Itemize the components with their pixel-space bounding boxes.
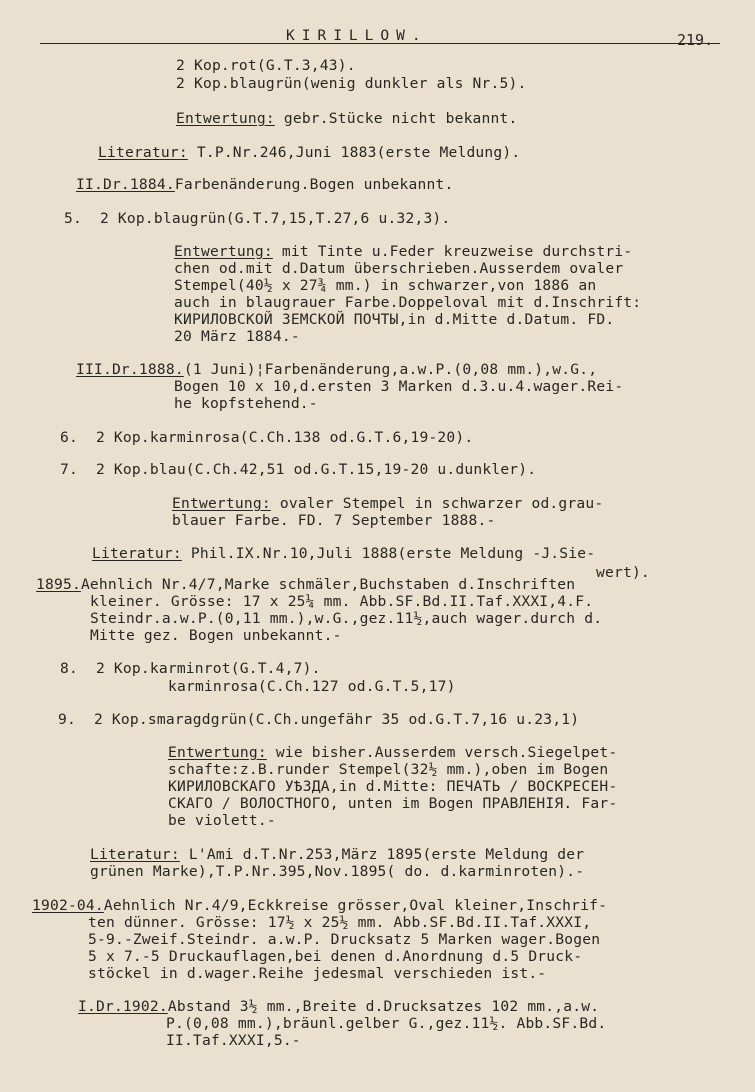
text-run: 6. 2 Kop.karminrosa(C.Ch.138 od.G.T.6,19-20). bbox=[60, 429, 474, 446]
text-line bbox=[168, 779, 617, 795]
text-run: karminrosa(C.Ch.127 od.G.T.5,17) bbox=[168, 678, 456, 695]
text-line bbox=[596, 565, 650, 581]
underlined-heading: Literatur: bbox=[90, 846, 180, 863]
text-line bbox=[60, 462, 536, 478]
text-line bbox=[174, 396, 318, 412]
text-line bbox=[88, 949, 582, 965]
text-run: Abstand 3½ mm.,Breite d.Drucksatzes 102 mm.,a.w. bbox=[167, 998, 600, 1015]
text-run: (1 Juni)¦Farbenänderung,a.w.P.(0,08 mm.),w.G., bbox=[183, 361, 598, 378]
text-run: P.(0,08 mm.),bräunl.gelber G.,gez.11½. Abb.SF.Bd. bbox=[166, 1015, 607, 1032]
text-run: T.P.Nr.246,Juni 1883(erste Meldung). bbox=[187, 144, 521, 161]
text-line bbox=[60, 661, 321, 677]
text-run: 5 x 7.-5 Druckauflagen,bei denen d.Anordnung d.5 Druck- bbox=[88, 948, 583, 965]
text-line bbox=[64, 211, 450, 227]
text-run: stöckel in d.wager.Reihe jedesmal verschieden ist.- bbox=[88, 965, 547, 982]
text-line bbox=[168, 679, 456, 695]
text-line bbox=[88, 966, 546, 982]
text-line bbox=[58, 712, 579, 728]
text-run: Stempel(40½ x 27¾ mm.) in schwarzer,von 1886 an bbox=[174, 277, 597, 294]
underlined-heading: Entwertung: bbox=[176, 110, 275, 127]
text-run: Farbenänderung.Bogen unbekannt. bbox=[174, 176, 454, 193]
text-line bbox=[76, 177, 453, 193]
text-line bbox=[176, 76, 526, 92]
text-line bbox=[90, 628, 342, 644]
text-line bbox=[36, 577, 575, 593]
underlined-heading: Literatur: bbox=[92, 545, 182, 562]
text-line bbox=[60, 430, 473, 446]
text-line bbox=[32, 898, 607, 914]
text-line bbox=[168, 813, 276, 829]
text-line bbox=[176, 58, 356, 74]
text-line bbox=[88, 915, 591, 931]
text-line bbox=[90, 594, 593, 610]
text-line bbox=[168, 745, 617, 761]
text-run: kleiner. Grösse: 17 x 25¼ mm. Abb.SF.Bd.II.Taf.XXXI,4.F. bbox=[90, 593, 594, 610]
text-line bbox=[174, 295, 641, 311]
text-line bbox=[166, 1033, 301, 1049]
text-run: L'Ami d.T.Nr.253,März 1895(erste Meldung der bbox=[179, 846, 585, 863]
running-head-title: KIRILLOW. bbox=[286, 28, 428, 44]
text-line bbox=[90, 611, 602, 627]
text-run: be violett.- bbox=[168, 812, 276, 829]
text-run: ovaler Stempel in schwarzer od.grau- bbox=[270, 495, 604, 512]
text-run: СКАГО / ВОЛОСТНОГО, unten im Bogen ПРАВЛЕНІЯ. Far- bbox=[168, 795, 618, 812]
underlined-heading: Entwertung: bbox=[168, 744, 267, 761]
text-line bbox=[88, 932, 600, 948]
underlined-heading: III.Dr.1888. bbox=[76, 361, 184, 378]
text-line bbox=[174, 244, 632, 260]
text-run: grünen Marke),T.P.Nr.395,Nov.1895( do. d.karminroten).- bbox=[90, 863, 585, 880]
text-run: ten dünner. Grösse: 17½ x 25½ mm. Abb.SF.Bd.II.Taf.XXXI, bbox=[88, 914, 592, 931]
text-line bbox=[90, 847, 584, 863]
text-run: Phil.IX.Nr.10,Juli 1888(erste Meldung -J.Sie- bbox=[181, 545, 596, 562]
underlined-heading: 1902-04. bbox=[32, 897, 104, 914]
text-line bbox=[78, 999, 599, 1015]
text-line bbox=[76, 362, 597, 378]
text-line bbox=[172, 496, 603, 512]
text-run: 5. 2 Kop.blaugrün(G.T.7,15,T.27,6 u.32,3). bbox=[64, 210, 451, 227]
text-line bbox=[174, 379, 623, 395]
text-run: 2 Kop.rot(G.T.3,43). bbox=[176, 57, 356, 74]
text-run: Steindr.a.w.P.(0,11 mm.),w.G.,gez.11½,auch wager.durch d. bbox=[90, 610, 603, 627]
text-line bbox=[98, 145, 520, 161]
text-line bbox=[176, 111, 518, 127]
text-run: II.Taf.XXXI,5.- bbox=[166, 1032, 301, 1049]
underlined-heading: 1895. bbox=[36, 576, 81, 593]
text-line bbox=[168, 762, 608, 778]
text-run: mit Tinte u.Feder kreuzweise durchstri- bbox=[272, 243, 633, 260]
text-line bbox=[174, 329, 300, 345]
text-run: КИРИЛОВСКОЙ ЗЕМСКОЙ ПОЧТЫ,in d.Mitte d.Datum. FD. bbox=[174, 311, 615, 328]
text-line bbox=[174, 261, 623, 277]
page-number: 219. bbox=[677, 31, 714, 49]
underlined-heading: II.Dr.1884. bbox=[76, 176, 175, 193]
text-run: 20 März 1884.- bbox=[174, 328, 300, 345]
underlined-heading: I.Dr.1902. bbox=[78, 998, 168, 1015]
text-line bbox=[166, 1016, 606, 1032]
text-run: chen od.mit d.Datum überschrieben.Ausserdem ovaler bbox=[174, 260, 624, 277]
header-rule bbox=[40, 43, 720, 44]
text-run: 2 Kop.blaugrün(wenig dunkler als Nr.5). bbox=[176, 75, 527, 92]
text-line bbox=[174, 312, 614, 328]
underlined-heading: Literatur: bbox=[98, 144, 188, 161]
text-line bbox=[90, 864, 584, 880]
text-line bbox=[172, 513, 496, 529]
text-run: 9. 2 Kop.smaragdgrün(C.Ch.ungefähr 35 od.G.T.7,16 u.23,1) bbox=[58, 711, 580, 728]
text-run: Mitte gez. Bogen unbekannt.- bbox=[90, 627, 342, 644]
text-line bbox=[168, 796, 617, 812]
text-run: 5-9.-Zweif.Steindr. a.w.P. Drucksatz 5 Marken wager.Bogen bbox=[88, 931, 601, 948]
text-run: he kopfstehend.- bbox=[174, 395, 318, 412]
text-line bbox=[92, 546, 595, 562]
text-run: wert). bbox=[596, 564, 650, 581]
underlined-heading: Entwertung: bbox=[174, 243, 273, 260]
underlined-heading: Entwertung: bbox=[172, 495, 271, 512]
text-run: КИРИЛОВСКАГО УѢЗДА,in d.Mitte: ПЕЧАТЬ / ВОСКРЕСЕН- bbox=[168, 778, 618, 795]
text-run: Bogen 10 x 10,d.ersten 3 Marken d.3.u.4.wager.Rei- bbox=[174, 378, 624, 395]
text-line bbox=[174, 278, 596, 294]
text-run: gebr.Stücke nicht bekannt. bbox=[274, 110, 518, 127]
text-run: 8. 2 Kop.karminrot(G.T.4,7). bbox=[60, 660, 321, 677]
text-run: blauer Farbe. FD. 7 September 1888.- bbox=[172, 512, 496, 529]
text-run: 7. 2 Kop.blau(C.Ch.42,51 od.G.T.15,19-20 u.dunkler). bbox=[60, 461, 537, 478]
text-run: Aehnlich Nr.4/7,Marke schmäler,Buchstaben d.Inschriften bbox=[80, 576, 576, 593]
text-run: Aehnlich Nr.4/9,Eckkreise grösser,Oval kleiner,Inschrif- bbox=[103, 897, 608, 914]
text-run: schafte:z.B.runder Stempel(32½ mm.),oben im Bogen bbox=[168, 761, 609, 778]
text-run: wie bisher.Ausserdem versch.Siegelpet- bbox=[266, 744, 618, 761]
text-run: auch in blaugrauer Farbe.Doppeloval mit d.Inschrift: bbox=[174, 294, 642, 311]
